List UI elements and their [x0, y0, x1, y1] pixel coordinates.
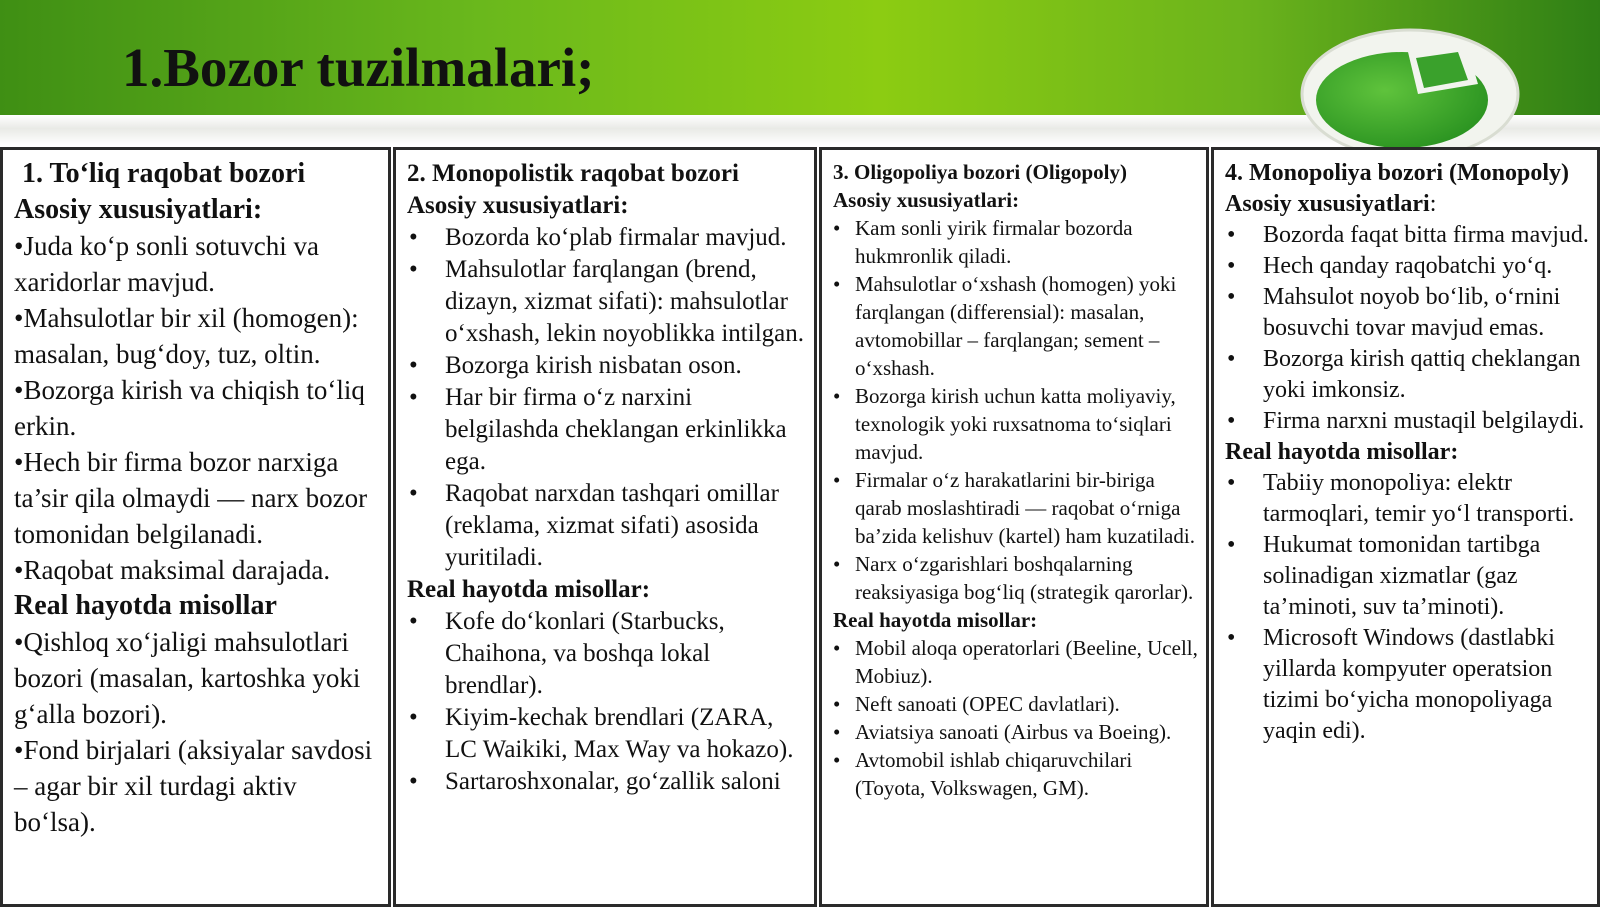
list-item — [1225, 530, 1589, 623]
column-monopolistic-competition — [393, 147, 817, 907]
examples-heading: Real hayotda misollar: — [407, 576, 651, 603]
feature-text: •Hech bir firma bozor narxiga ta’sir qila olmaydi — narx bozor tomonidan belgilanadi. — [14, 447, 368, 549]
column-heading: 2. Monopolistik raqobat bozori — [407, 160, 739, 187]
list-item — [1225, 220, 1589, 251]
list-item-text: Har bir firma o‘z narxini belgilashda cheklangan erkinlikka ega. — [445, 384, 787, 475]
list-item-text: Raqobat narxdan tashqari omillar (reklama, xizmat sifati) asosida yuritiladi. — [445, 480, 779, 571]
list-item — [833, 690, 1198, 718]
feature-text: •Raqobat maksimal darajada. — [14, 555, 331, 585]
list-item-text: Bozorda faqat bitta firma mavjud. — [1263, 222, 1589, 248]
list-item — [833, 718, 1198, 746]
list-item — [1225, 468, 1589, 530]
column-monopoly — [1211, 147, 1600, 907]
list-item — [1225, 251, 1589, 282]
list-item — [1225, 282, 1589, 344]
list-item-text: Kam sonli yirik firmalar bozorda hukmronlik qiladi. — [855, 216, 1133, 268]
bullet-icon: • — [833, 692, 841, 716]
column-perfect-competition — [0, 147, 391, 907]
bullet-icon: • — [833, 216, 841, 240]
bullet-icon: • — [409, 608, 418, 635]
list-item — [1225, 344, 1589, 406]
examples-heading: Real hayotda misollar — [14, 590, 277, 621]
features-heading: Asosiy xususiyatlari: — [407, 192, 629, 219]
feature-text: •Juda ko‘p sonli sotuvchi va xaridorlar mavjud. — [14, 231, 319, 297]
list-item-text: Bozorga kirish qattiq cheklangan yoki imkonsiz. — [1263, 346, 1581, 403]
example-text: •Fond birjalari (aksiyalar savdosi – agar bir xil turdagi aktiv bo‘lsa). — [14, 735, 373, 837]
features-heading-text: Asosiy xususiyatlari — [1225, 191, 1430, 217]
examples-heading: Real hayotda misollar: — [1225, 439, 1459, 465]
list-item-text: Firmalar o‘z harakatlarini bir-biriga qarab moslashtiradi — raqobat o‘rniga ba’zida kelishuv (kartel) ham kuzatiladi. — [855, 468, 1195, 548]
features-list — [1225, 220, 1589, 437]
bullet-icon: • — [1227, 253, 1236, 279]
list-item-text: Bozorga kirish nisbatan oson. — [445, 352, 742, 379]
list-item — [833, 214, 1198, 270]
list-item — [1225, 623, 1589, 747]
bullet-icon: • — [833, 636, 841, 660]
list-item-text: Aviatsiya sanoati (Airbus va Boeing). — [855, 720, 1172, 744]
list-item-text: Mahsulot noyob bo‘lib, o‘rnini bosuvchi tovar mavjud emas. — [1263, 284, 1561, 341]
list-item-text: Bozorda ko‘plab firmalar mavjud. — [445, 224, 787, 251]
examples-list — [833, 634, 1198, 802]
features-heading: Asosiy xususiyatlari: — [833, 188, 1020, 212]
bullet-icon: • — [1227, 532, 1236, 558]
list-item-text: Kofe do‘konlari (Starbucks, Chaihona, va boshqa lokal brendlar). — [445, 608, 725, 699]
bullet-icon: • — [409, 768, 418, 795]
list-item — [407, 766, 804, 798]
examples-heading: Real hayotda misollar: — [833, 608, 1038, 632]
examples-list — [1225, 468, 1589, 747]
bullet-icon: • — [833, 748, 841, 772]
features-heading: Asosiy xususiyatlari: — [14, 194, 263, 225]
list-item — [407, 350, 804, 382]
list-item-text: Kiyim-kechak brendlari (ZARA, LC Waikiki, Max Way va hokazo). — [445, 704, 794, 763]
list-item-text: Firma narxni mustaqil belgilaydi. — [1263, 408, 1585, 434]
bullet-icon: • — [409, 256, 418, 283]
column-heading: 3. Oligopoliya bozori (Oligopoly) — [833, 160, 1128, 184]
list-item — [1225, 406, 1589, 437]
list-item-text: Narx o‘zgarishlari boshqalarning reaksiyasiga bog‘liq (strategik qarorlar). — [855, 552, 1194, 604]
bullet-icon: • — [1227, 222, 1236, 248]
list-item — [833, 550, 1198, 606]
list-item-text: Hukumat tomonidan tartibga solinadigan xizmatlar (gaz ta’minoti, suv ta’minoti). — [1263, 532, 1541, 620]
bullet-icon: • — [833, 552, 841, 576]
features-heading — [1225, 189, 1589, 220]
features-heading-colon: : — [1429, 191, 1437, 217]
features-list — [833, 214, 1198, 606]
features-list — [407, 222, 804, 574]
bullet-icon: • — [409, 224, 418, 251]
examples-list — [407, 606, 804, 798]
list-item — [833, 634, 1198, 690]
list-item-text: Neft sanoati (OPEC davlatlari). — [855, 692, 1120, 716]
bullet-icon: • — [1227, 408, 1236, 434]
list-item — [407, 606, 804, 702]
bullet-icon: • — [1227, 470, 1236, 496]
bullet-icon: • — [409, 704, 418, 731]
list-item — [407, 478, 804, 574]
list-item-text: Bozorga kirish uchun katta moliyaviy, texnologik yoki ruxsatnoma to‘siqlari mavjud. — [855, 384, 1176, 464]
list-item — [833, 270, 1198, 382]
list-item — [407, 254, 804, 350]
column-oligopoly — [819, 147, 1209, 907]
list-item — [407, 222, 804, 254]
bullet-icon: • — [1227, 346, 1236, 372]
bullet-icon: • — [409, 480, 418, 507]
logo-icon — [1298, 22, 1528, 162]
list-item — [833, 746, 1198, 802]
list-item — [407, 382, 804, 478]
feature-text: •Bozorga kirish va chiqish to‘liq erkin. — [14, 375, 365, 441]
list-item-text: Mobil aloqa operatorlari (Beeline, Ucell, Mobiuz). — [855, 636, 1198, 688]
slide-title: 1.Bozor tuzilmalari; — [122, 37, 595, 98]
column-heading: 4. Monopoliya bozori (Monopoly) — [1225, 160, 1570, 186]
list-item-text: Sartaroshxonalar, go‘zallik saloni — [445, 768, 781, 795]
column-heading: 1. To‘liq raqobat bozori — [22, 158, 306, 189]
bullet-icon: • — [409, 352, 418, 379]
list-item — [833, 466, 1198, 550]
bullet-icon: • — [833, 272, 841, 296]
list-item — [407, 702, 804, 766]
example-text: •Qishloq xo‘jaligi mahsulotlari bozori (masalan, kartoshka yoki g‘alla bozori). — [14, 627, 361, 729]
list-item-text: Avtomobil ishlab chiqaruvchilari (Toyota, Volkswagen, GM). — [855, 748, 1133, 800]
feature-text: •Mahsulotlar bir xil (homogen): masalan, bug‘doy, tuz, oltin. — [14, 303, 359, 369]
bullet-icon: • — [1227, 284, 1236, 310]
list-item-text: Tabiiy monopoliya: elektr tarmoqlari, temir yo‘l transporti. — [1263, 470, 1575, 527]
bullet-icon: • — [833, 384, 841, 408]
list-item-text: Hech qanday raqobatchi yo‘q. — [1263, 253, 1553, 279]
bullet-icon: • — [409, 384, 418, 411]
bullet-icon: • — [833, 720, 841, 744]
list-item — [833, 382, 1198, 466]
list-item-text: Mahsulotlar farqlangan (brend, dizayn, xizmat sifati): mahsulotlar o‘xshash, lekin noyoblikka intilgan. — [445, 256, 804, 347]
list-item-text: Microsoft Windows (dastlabki yillarda kompyuter operatsion tizimi bo‘yicha monopoliyaga yaqin edi). — [1263, 625, 1555, 744]
bullet-icon: • — [1227, 625, 1236, 651]
list-item-text: Mahsulotlar o‘xshash (homogen) yoki farqlangan (differensial): masalan, avtomobillar – farqlangan; sement – o‘xshash. — [855, 272, 1177, 380]
bullet-icon: • — [833, 468, 841, 492]
